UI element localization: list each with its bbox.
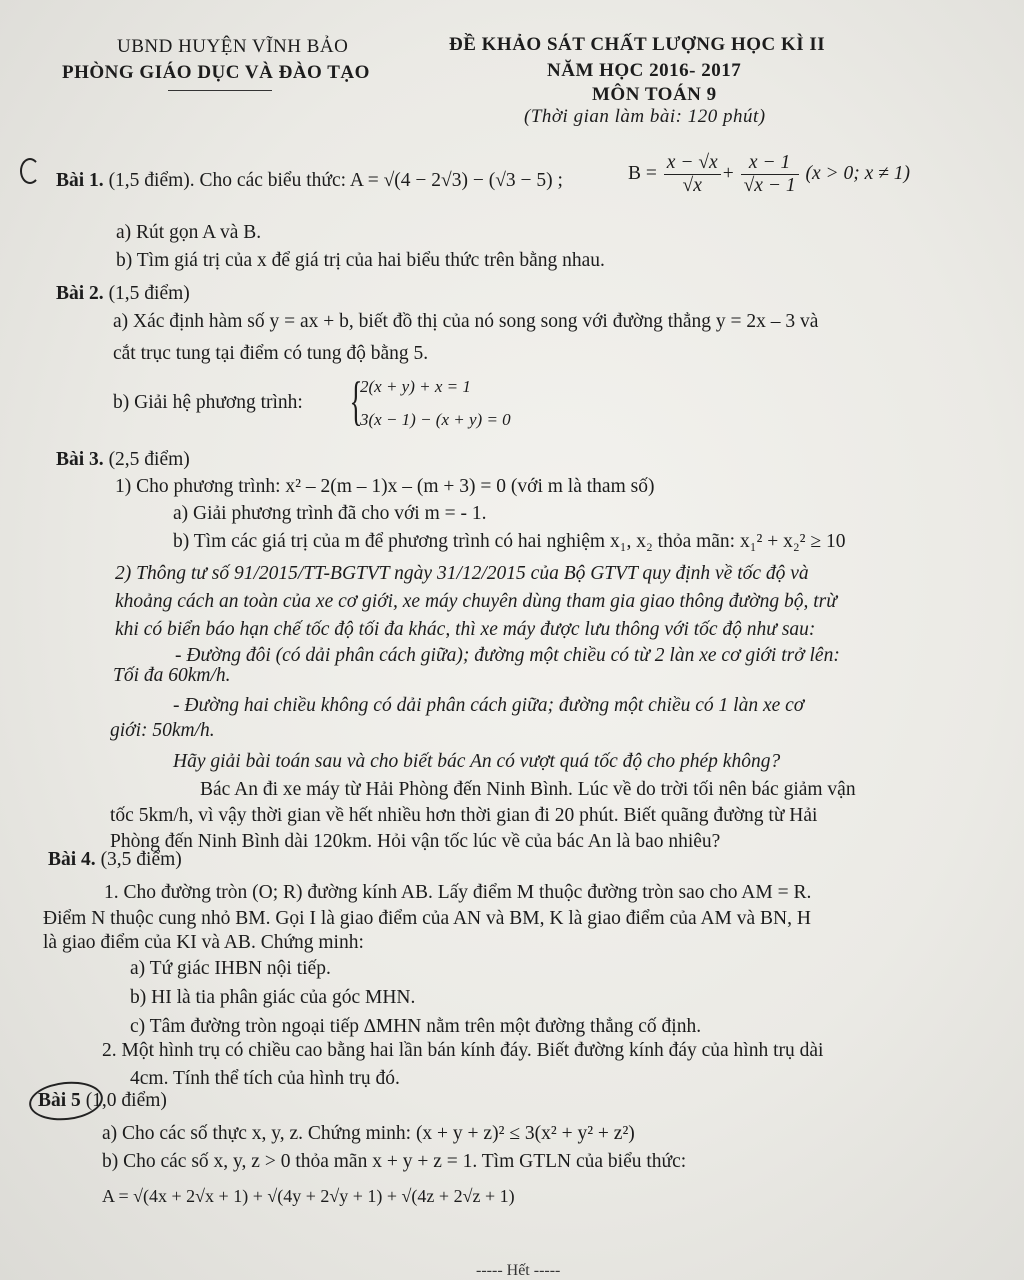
bai3-p1a: a) Giải phương trình đã cho với m = - 1. bbox=[173, 503, 487, 524]
bai2-heading bbox=[56, 283, 190, 305]
bai3-p2-line10: tốc 5km/h, vì vậy thời gian về hết nhiều hơn thời gian đi 20 phút. Biết quãng đường từ Hải bbox=[110, 805, 818, 826]
school-year: NĂM HỌC 2016- 2017 bbox=[547, 60, 742, 81]
b-label: B = bbox=[628, 162, 657, 184]
bai3-p2-line6: - Đường hai chiều không có dải phân cách giữa; đường một chiều có 1 làn xe cơ bbox=[173, 695, 805, 716]
bai1-b: b) Tìm giá trị của x để giá trị của hai biểu thức trên bằng nhau. bbox=[116, 250, 605, 271]
bai3-p2-line7: giới: 50km/h. bbox=[110, 720, 215, 741]
fraction-1 bbox=[664, 152, 721, 197]
bai5-title: Bài 5 bbox=[38, 1090, 81, 1111]
bai3-p1b: b) Tìm các giá trị của m để phương trình có hai nghiệm x₁, x₂ thỏa mãn: x₁² + x₂² ≥ 10 bbox=[173, 531, 846, 552]
end-marker: ----- Hết ----- bbox=[476, 1262, 561, 1279]
bai3-p2-line9: Bác An đi xe máy từ Hải Phòng đến Ninh Bình. Lúc về do trời tối nên bác giảm vận bbox=[200, 779, 856, 800]
bai1-expr-a: A = √(4 − 2√3) − (√3 − 5) ; bbox=[349, 170, 563, 191]
bai1-title: Bài 1. bbox=[56, 170, 104, 191]
bai3-title: Bài 3. bbox=[56, 449, 104, 470]
bai5-heading bbox=[38, 1090, 167, 1112]
time-limit: (Thời gian làm bài: 120 phút) bbox=[524, 106, 766, 127]
system-eq2: 3(x − 1) − (x + y) = 0 bbox=[360, 410, 511, 429]
bai3-p2-line11: Phòng đến Ninh Bình dài 120km. Hỏi vận tốc lúc về của bác An là bao nhiêu? bbox=[110, 831, 721, 852]
bai5-expression: A = √(4x + 2√x + 1) + √(4y + 2√y + 1) + √(4z + 2√z + 1) bbox=[102, 1186, 515, 1206]
bai4-score: (3,5 điểm) bbox=[100, 849, 182, 870]
bai2-b: b) Giải hệ phương trình: bbox=[113, 392, 303, 413]
exam-title: ĐỀ KHẢO SÁT CHẤT LƯỢNG HỌC KÌ II bbox=[449, 34, 826, 55]
bai2-a-line1: a) Xác định hàm số y = ax + b, biết đồ thị của nó song song với đường thẳng y = 2x – 3 và bbox=[113, 311, 819, 332]
bai1-condition: (x > 0; x ≠ 1) bbox=[805, 162, 910, 184]
bai4-heading bbox=[48, 849, 182, 871]
bai3-p2-line1: 2) Thông tư số 91/2015/TT-BGTVT ngày 31/12/2015 của Bộ GTVT quy định về tốc độ và bbox=[115, 563, 809, 584]
header-divider bbox=[168, 90, 272, 91]
bai4-title: Bài 4. bbox=[48, 849, 96, 870]
school-department: PHÒNG GIÁO DỤC VÀ ĐÀO TẠO bbox=[62, 62, 370, 83]
bai3-p2-line8: Hãy giải bài toán sau và cho biết bác An có vượt quá tốc độ cho phép không? bbox=[173, 751, 781, 772]
fraction-1-num: x − √x bbox=[664, 152, 721, 175]
bai2-score: (1,5 điểm) bbox=[108, 283, 190, 304]
bai4-line3: là giao điểm của KI và AB. Chứng minh: bbox=[43, 932, 364, 953]
bai1-expr-b: B = $\frac{x - √x}{√x}$ + $\frac{x - 1}{√x - 1}$ (x > 0; x ≠ 1) bbox=[628, 152, 910, 196]
bai4-line1: 1. Cho đường tròn (O; R) đường kính AB. Lấy điểm M thuộc đường tròn sao cho AM = R. bbox=[104, 882, 812, 903]
bai5-a: a) Cho các số thực x, y, z. Chứng minh: (x + y + z)² ≤ 3(x² + y² + z²) bbox=[102, 1123, 635, 1144]
bai3-p1: 1) Cho phương trình: x² – 2(m – 1)x – (m + 3) = 0 (với m là tham số) bbox=[115, 476, 655, 497]
bai3-p2-line2: khoảng cách an toàn của xe cơ giới, xe máy chuyên dùng tham gia giao thông đường bộ, trừ bbox=[115, 591, 837, 612]
bai1-text: (1,5 điểm). Cho các biểu thức: bbox=[108, 170, 347, 191]
bai1-a: a) Rút gọn A và B. bbox=[116, 222, 262, 243]
school-district: UBND HUYỆN VĨNH BẢO bbox=[117, 36, 349, 57]
pen-mark bbox=[20, 158, 40, 184]
bai3-score: (2,5 điểm) bbox=[108, 449, 190, 470]
fraction-2-den: √x − 1 bbox=[743, 175, 796, 196]
bai3-p2-line5: Tối đa 60km/h. bbox=[113, 665, 231, 686]
bai4-a: a) Tứ giác IHBN nội tiếp. bbox=[130, 958, 331, 979]
system-eq1: 2(x + y) + x = 1 bbox=[360, 377, 471, 396]
bai3-p2-line4: - Đường đôi (có dải phân cách giữa); đường một chiều có từ 2 làn xe cơ giới trở lên: bbox=[175, 645, 840, 666]
bai2-a-line2: cắt trục tung tại điểm có tung độ bằng 5. bbox=[113, 343, 429, 364]
fraction-2 bbox=[741, 152, 799, 197]
fraction-1-den: √x bbox=[682, 175, 702, 196]
bai4-line4: 2. Một hình trụ có chiều cao bằng hai lần bán kính đáy. Biết đường kính đáy của hình trụ dài bbox=[102, 1040, 824, 1061]
bai4-b: b) HI là tia phân giác của góc MHN. bbox=[130, 987, 416, 1008]
bai5-score: (1,0 điểm) bbox=[85, 1090, 167, 1111]
bai3-heading bbox=[56, 449, 190, 471]
bai4-line2: Điểm N thuộc cung nhỏ BM. Gọi I là giao điểm của AN và BM, K là giao điểm của AM và BN, H bbox=[43, 908, 811, 929]
system-brace: { bbox=[349, 371, 363, 431]
bai2-title: Bài 2. bbox=[56, 283, 104, 304]
bai4-c: c) Tâm đường tròn ngoại tiếp ∆MHN nằm trên một đường thẳng cố định. bbox=[130, 1016, 702, 1037]
bai3-p2-line3: khi có biển báo hạn chế tốc độ tối đa khác, thì xe máy được lưu thông với tốc độ như sau: bbox=[115, 619, 816, 640]
bai5-b: b) Cho các số x, y, z > 0 thỏa mãn x + y + z = 1. Tìm GTLN của biểu thức: bbox=[102, 1151, 687, 1172]
subject: MÔN TOÁN 9 bbox=[592, 84, 717, 105]
bai4-line5: 4cm. Tính thể tích của hình trụ đó. bbox=[130, 1068, 400, 1089]
fraction-2-num: x − 1 bbox=[741, 152, 799, 175]
bai1-intro bbox=[56, 170, 563, 192]
